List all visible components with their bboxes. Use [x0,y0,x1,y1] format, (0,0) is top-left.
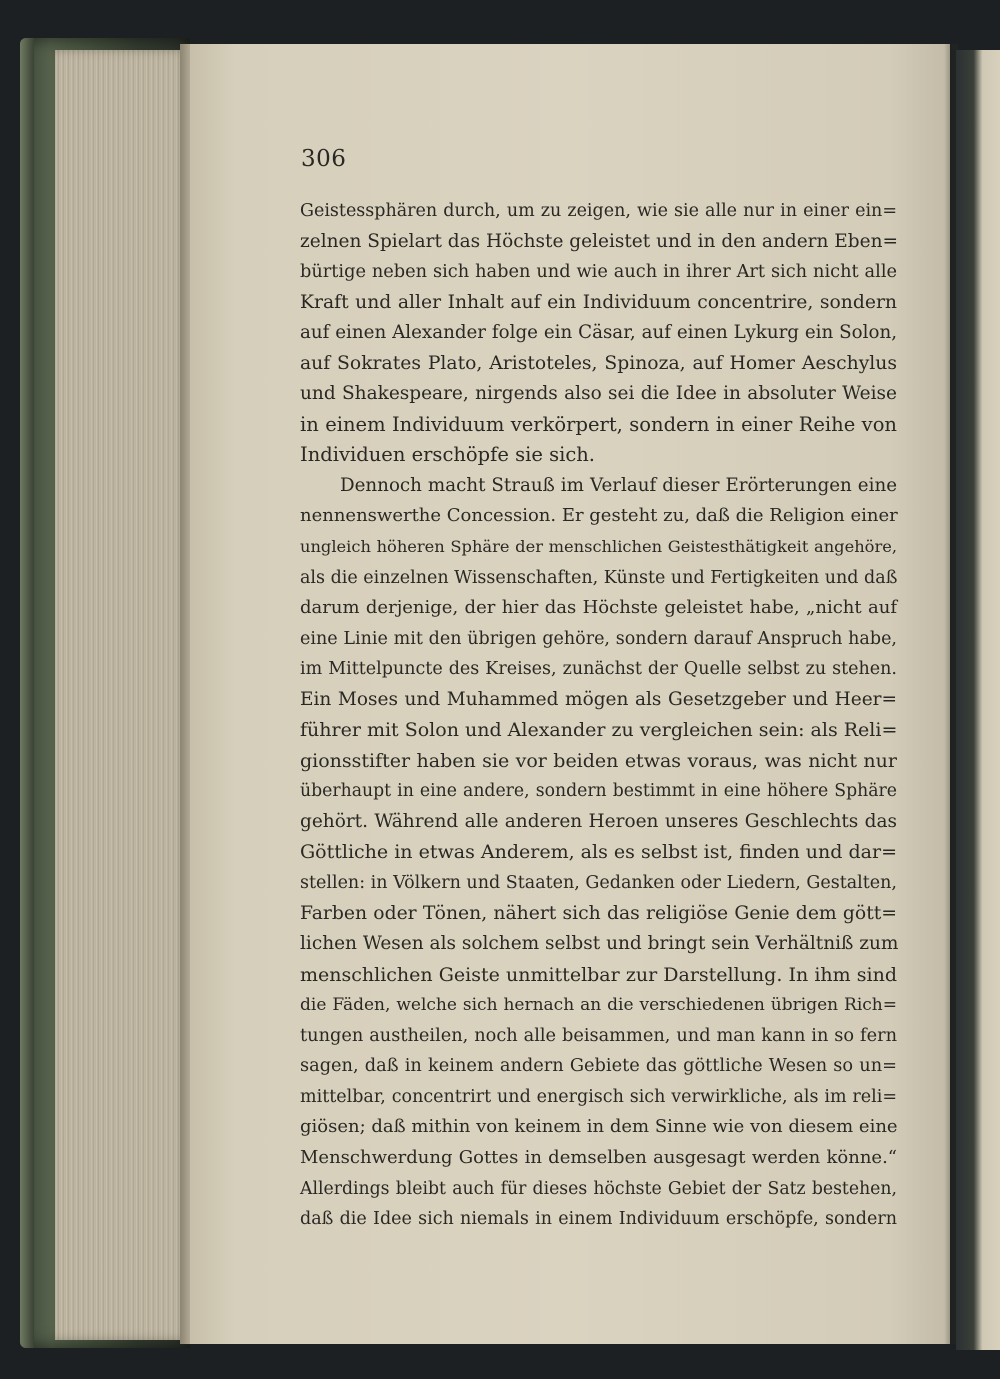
text-line: Ein Moses und Muhammed mögen als Gesetzgeber und Heer= [300,688,897,710]
text-line: auf Sokrates Plato, Aristoteles, Spinoza, auf Homer Aeschylus [300,352,897,374]
text-line: und Shakespeare, nirgends also sei die Idee in absoluter Weise [300,383,897,405]
text-line: in einem Individuum verkörpert, sondern in einer Reihe von [300,412,897,436]
text-line: stellen: in Völkern und Staaten, Gedanken oder Liedern, Gestalten, [300,873,897,894]
text-line: giösen; daß mithin von keinem in dem Sinne wie von diesem eine [300,1116,898,1138]
text-line: tungen austheilen, noch alle beisammen, und man kann in so fern [300,1025,897,1046]
text-line: darum derjenige, der hier das Höchste geleistet habe, „nicht auf [300,597,897,619]
facing-page-edge [956,50,1000,1350]
text-line: menschlichen Geiste unmittelbar zur Darstellung. In ihm sind [300,963,897,986]
text-line: lichen Wesen als solchem selbst und bringt sein Verhältniß zum [300,933,899,955]
text-line: im Mittelpuncte des Kreises, zunächst der Quelle selbst zu stehen. [300,659,897,680]
text-line: daß die Idee sich niemals in einem Individuum erschöpfe, sondern [300,1209,897,1230]
text-line: Menschwerdung Gottes in demselben ausgesagt werden könne.“ [300,1146,897,1168]
text-line: gionsstifter haben sie vor beiden etwas voraus, was nicht nur [300,749,897,772]
page-number: 306 [301,146,347,172]
text-line: nennenswerthe Concession. Er gesteht zu, daß die Religion einer [300,505,898,527]
text-line: als die einzelnen Wissenschaften, Künste und Fertigkeiten und daß [300,567,898,588]
page-block-edges [55,50,190,1340]
text-line: Allerdings bleibt auch für dieses höchste Gebiet der Satz bestehen, [300,1178,897,1199]
text-line: ungleich höheren Sphäre der menschlichen Geistesthätigkeit angehöre, [300,537,897,557]
text-line: Geistessphären durch, um zu zeigen, wie sie alle nur in einer ein= [300,201,897,221]
text-line: zelnen Spielart das Höchste geleistet und in den andern Eben= [300,230,899,252]
text-line: führer mit Solon und Alexander zu vergleichen sein: als Reli= [300,719,898,742]
text-line: auf einen Alexander folge ein Cäsar, auf einen Lykurg ein Solon, [300,322,897,344]
text-line: Farben oder Tönen, nähert sich das religiöse Genie dem gött= [300,902,897,924]
text-line: Göttliche in etwas Anderem, als es selbst ist, finden und dar= [300,841,897,864]
text-line: mittelbar, concentrirt und energisch sich verwirkliche, als im reli= [300,1086,897,1107]
text-line: eine Linie mit den übrigen gehöre, sondern darauf Anspruch habe, [300,628,897,649]
text-line: überhaupt in eine andere, sondern bestimmt in eine höhere Sphäre [300,781,897,802]
body-text [300,196,897,1235]
text-line: Individuen erschöpfe sie sich. [300,443,596,467]
text-line: gehört. Während alle anderen Heroen unseres Geschlechts das [300,810,897,832]
text-line: Dennoch macht Strauß im Verlauf dieser Erörterungen eine [340,474,897,496]
text-line: sagen, daß in keinem andern Gebiete das göttliche Wesen so un= [300,1056,897,1077]
text-line: Kraft und aller Inhalt auf ein Individuum concentrire, sondern [300,291,897,313]
cover-edge [20,38,34,1348]
text-line: bürtige neben sich haben und wie auch in ihrer Art sich nicht alle [300,262,897,283]
text-line: die Fäden, welche sich hernach an die verschiedenen übrigen Rich= [300,995,897,1016]
